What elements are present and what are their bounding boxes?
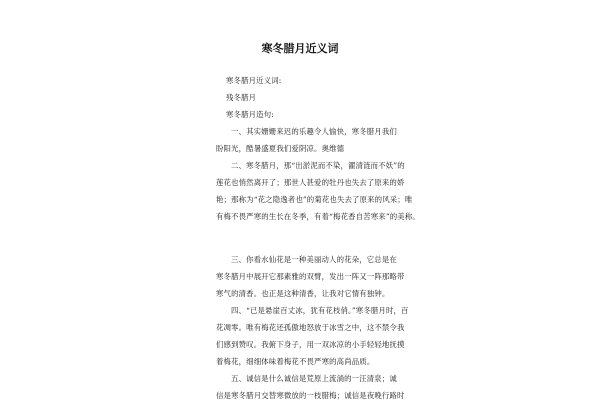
paragraph-line: 花凋零。唯有梅花还孤傲地怒放于冰雪之中，这不禁令我 — [216, 323, 405, 332]
paragraph-line: 四、“已是悬崖百丈冰，犹有花枝俏。”寒冬腊月时，百 — [231, 306, 409, 315]
paragraph-line: 寒气的清香。也正是这种清香，让我对它情有独钟。 — [216, 289, 390, 298]
paragraph-line: 寒冬腊月造句: — [226, 110, 274, 119]
paragraph-line: 有梅不畏严寒的生长在冬季，有着“梅花香自苦寒来”的美称。 — [216, 212, 420, 221]
paragraph-line: 莲花也悄然离开了；那世人甚爱的牡丹也失去了原来的娇 — [216, 178, 405, 187]
paragraph-line: 寒冬腊月中展开它那素雅的双臂，发出一阵又一阵那略带 — [216, 272, 405, 281]
paragraph-line: 二、寒冬腊月，那“出淤泥而不染，濯清涟而不妖”的 — [231, 161, 405, 170]
paragraph-line: 寒冬腊月近义词: — [226, 76, 282, 85]
paragraph-line: 五、诚信是什么诚信是荒原上流淌的一汪清泉；诚 — [231, 374, 397, 383]
paragraph-line: 信是寒冬腊月交替寒微放的一枝腊梅；诚信是夜晚行路时 — [216, 391, 405, 400]
paragraph-line: 残冬腊月 — [226, 93, 257, 102]
paragraph-gap — [216, 225, 390, 251]
paragraph-line: 三、你看水仙花是一种美丽动人的花朵，它总是在 — [231, 255, 397, 264]
paragraph-line: 艳；那称为“花之隐逸者也”的菊花也失去了原来的风采；唯 — [216, 195, 413, 204]
page-title: 寒冬腊月近义词 — [261, 42, 339, 55]
paragraph-line: 盼阳光，酷暑盛夏我们爱阴凉。奥维德 — [216, 144, 345, 153]
paragraph-line: 一、其实姗姗来迟的乐趣令人愉快，寒冬腊月我们 — [231, 127, 397, 136]
document-body — [216, 72, 420, 400]
paragraph-line: 着梅花，细细体味着梅花不畏严寒的高尚品质。 — [216, 357, 375, 366]
paragraph-line: 们感到赞叹。我俯下身子，用一双冰凉的小手轻轻地抚摸 — [216, 340, 405, 349]
